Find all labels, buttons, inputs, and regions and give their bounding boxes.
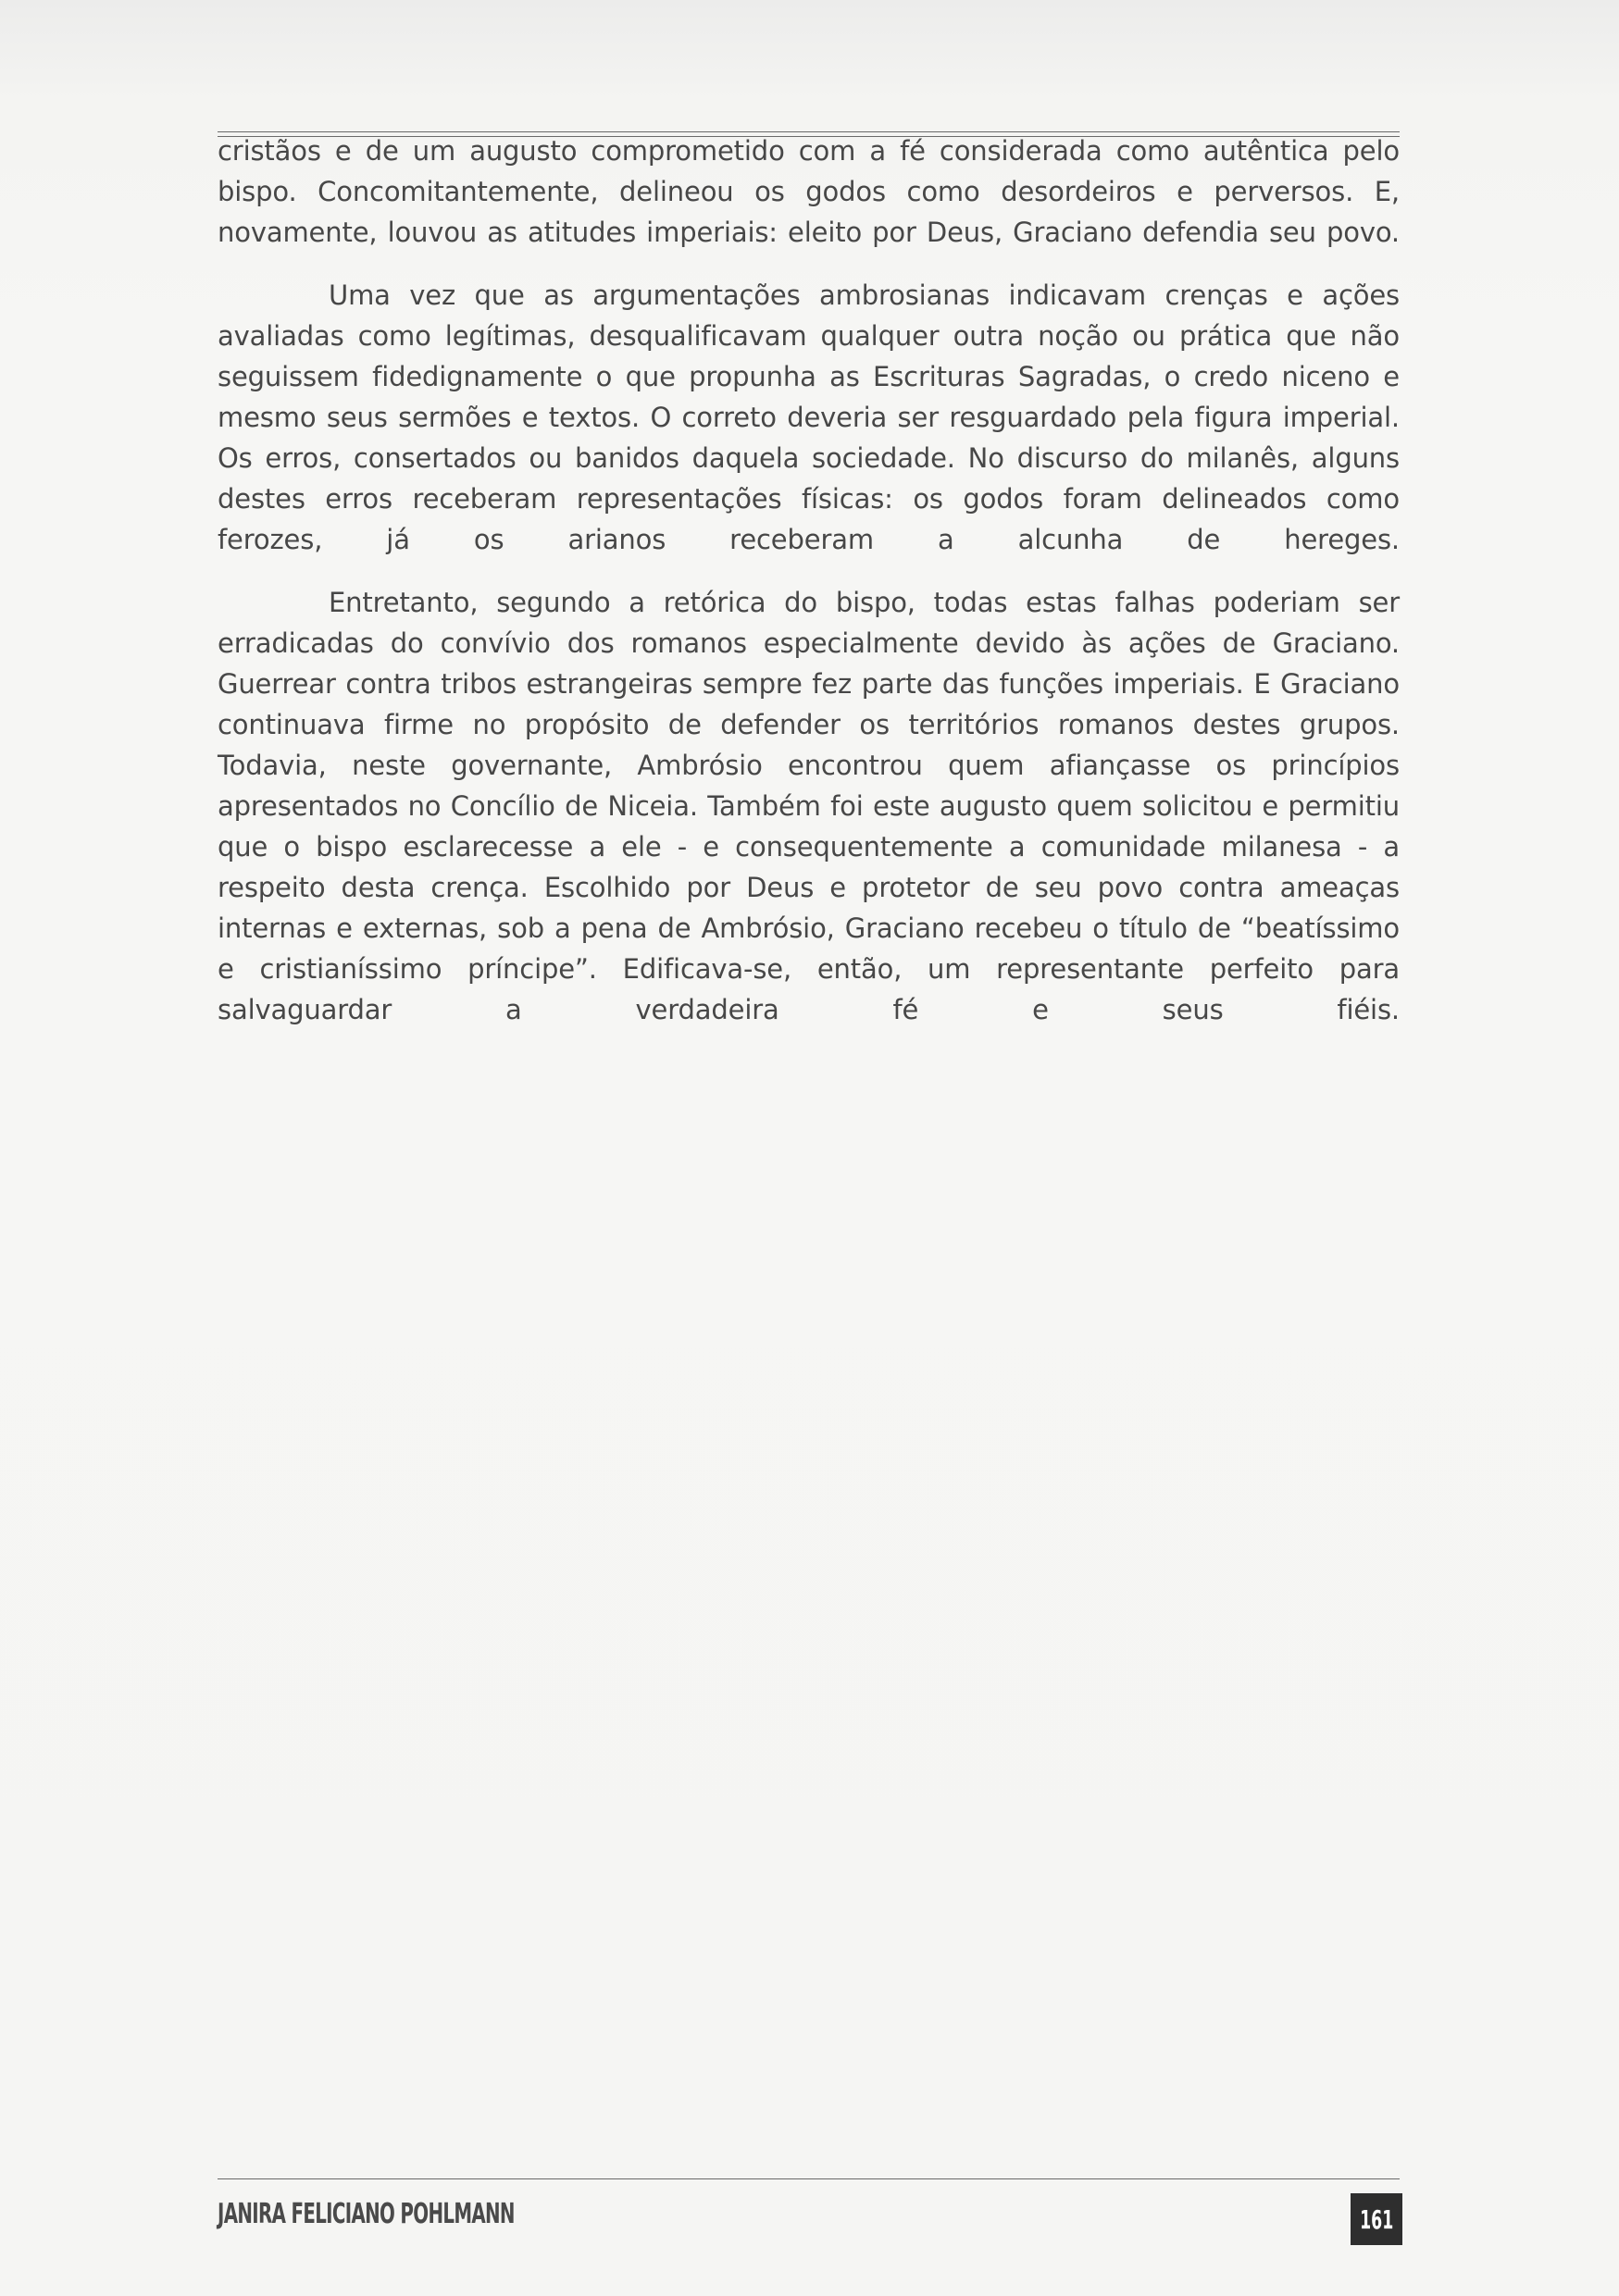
paragraph-graciano-actions: Entretanto, segundo a retórica do bispo, todas estas falhas poderiam ser erradicadas do convívio dos romanos especialmente devido às ações de Graciano. Guerrear contra tribos estrangeiras sempre fez parte das funções imperiais. E Graciano continuava firme no propósito de defender os territórios romanos destes grupos. Todavia, neste governante, Ambrósio encontrou quem afiançasse os princípios apresentados no Concílio de Niceia. Também foi este augusto quem solicitou e permitiu que o bispo esclarecesse a ele - e consequentemente a comunidade milanesa - a respeito desta crença. Escolhido por Deus e protetor de seu povo contra ameaças internas e externas, sob a pena de Ambrósio, Graciano recebeu o título de “beatíssimo e cristianíssimo príncipe”. Edificava-se, então, um representante perfeito para salvaguardar a verdadeira fé e seus fiéis. <box>218 587 1400 1025</box>
page-number: 161 <box>1359 2203 1394 2235</box>
footer-author-name: JANIRA FELICIANO POHLMANN <box>218 2198 515 2230</box>
footer-rule <box>218 2178 1400 2179</box>
paragraph-continuation: cristãos e de um augusto comprometido com a fé considerada como autêntica pelo bispo. Concomitantemente, delineou os godos como desordeiros e perversos. E, novamente, louvou as atitudes imperiais: eleito por Deus, Graciano defendia seu povo. <box>218 135 1400 248</box>
page-number-badge <box>1351 2193 1402 2245</box>
body-text <box>218 130 1400 1052</box>
paragraph-ambrosian-arguments: Uma vez que as argumentações ambrosianas indicavam crenças e ações avaliadas como legítimas, desqualificavam qualquer outra noção ou prática que não seguissem fidedignamente o que propunha as Escrituras Sagradas, o credo niceno e mesmo seus sermões e textos. O correto deveria ser resguardado pela figura imperial. Os erros, consertados ou banidos daquela sociedade. No discurso do milanês, alguns destes erros receberam representações físicas: os godos foram delineados como ferozes, já os arianos receberam a alcunha de hereges. <box>218 279 1400 555</box>
